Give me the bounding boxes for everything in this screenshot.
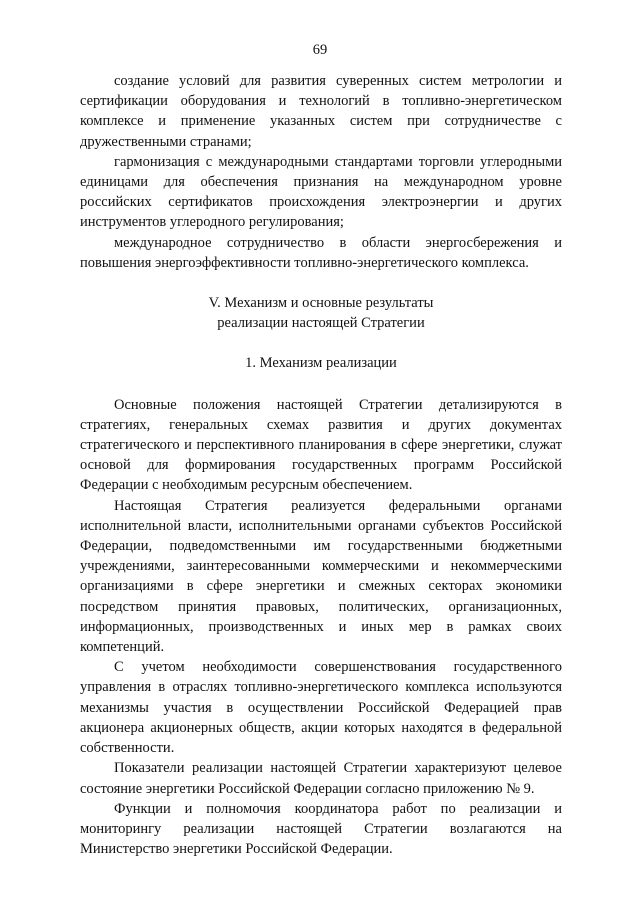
section-title <box>80 293 562 333</box>
paragraph: Настоящая Стратегия реализуется федеральными органами исполнительной власти, исполнительными органами субъектов Российской Федерации, подведомственными им государственными бюджетными учреждениями, заинтересованными коммерческими и некоммерческими организациями в сфере энергетики и смежных секторах экономики посредством принятия правовых, политических, организационных, информационных, производственных и иных мер в рамках своих компетенций. <box>80 497 562 656</box>
page-content <box>80 71 562 859</box>
paragraph: Функции и полномочия координатора работ по реализации и мониторингу реализации настоящей Стратегии возлагаются на Министерство энергетики Российской Федерации. <box>80 800 562 858</box>
paragraph: создание условий для развития суверенных систем метрологии и сертификации оборудования и технологий в топливно-энергетическом комплексе и применение указанных систем при сотрудничестве с дружественными странами; <box>80 73 562 150</box>
paragraph: Основные положения настоящей Стратегии детализируются в стратегиях, генеральных схемах развития и других документах стратегического и перспективного планирования в сфере энергетики, служат основой для формирования государственных программ Российской Федерации с необходимым ресурсным обеспечением. <box>80 396 562 494</box>
paragraph: С учетом необходимости совершенствования государственного управления в отраслях топливно-энергетического комплекса используются механизмы участия в осуществлении Российской Федерацией прав акционера акционерных обществ, акции которых находятся в федеральной собственности. <box>80 659 562 757</box>
page-number: 69 <box>312 42 328 58</box>
paragraph: международное сотрудничество в области энергосбережения и повышения энергоэффективности топливно-энергетического комплекса. <box>80 234 562 271</box>
paragraph: гармонизация с международными стандартами торговли углеродными единицами для обеспечения признания на международном уровне российских сертификатов происхождения электроэнергии и других инструментов углеродного регулирования; <box>80 153 562 231</box>
section-title-line: реализации настоящей Стратегии <box>217 315 425 332</box>
paragraph: Показатели реализации настоящей Стратегии характеризуют целевое состояние энергетики Российской Федерации согласно приложению № 9. <box>80 760 562 797</box>
subsection-title: 1. Механизм реализации <box>245 355 397 372</box>
section-title-line: V. Механизм и основные результаты <box>208 295 434 312</box>
